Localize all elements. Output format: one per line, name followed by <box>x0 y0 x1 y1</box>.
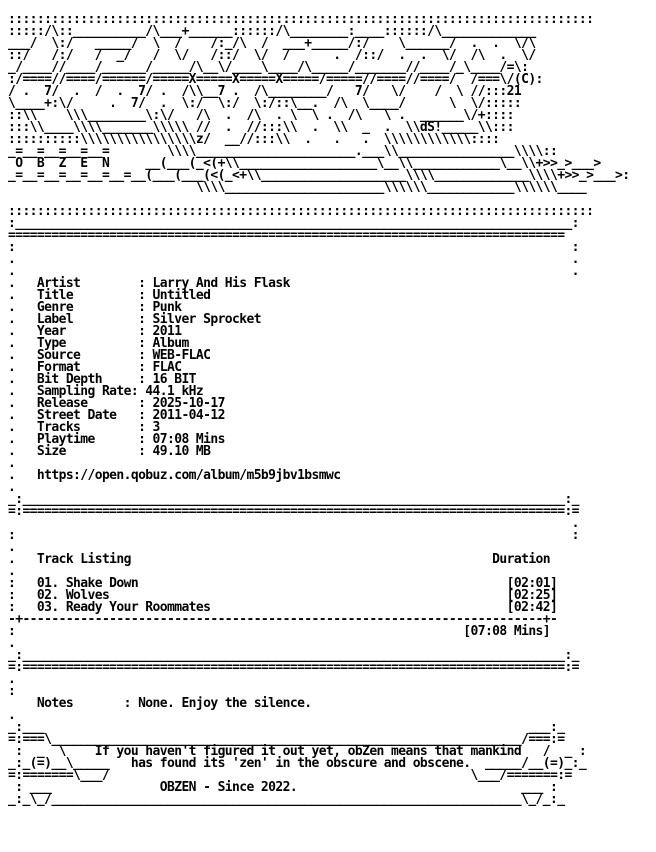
nfo-body <box>8 194 656 806</box>
lines-line: : <box>8 684 16 699</box>
lines-line: . <box>8 480 16 495</box>
lines-line: : ___ OBZEN - Since 2022. ___ : <box>8 780 558 795</box>
banner-line: ___/ \:/ _____/ \ / /:_/\ / ___+_____/:/ \______/ . . \/\ <box>8 36 543 51</box>
banner-line: \\\\______________________\\\\\\____________\\\\\\____ <box>8 180 587 195</box>
lines-line: : : <box>8 240 579 255</box>
lines-line: Notes : None. Enjoy the silence. <box>8 696 312 711</box>
lines-line: . <box>8 672 16 687</box>
lines-line: . Playtime : 07:08 Mins <box>8 432 225 447</box>
lines-line: : 01. Shake Down [02:01] <box>8 576 558 591</box>
lines-line: _:_\_/_________________________________________________________________\_/_:_ <box>8 792 565 807</box>
lines-line: . Label : Silver Sprocket <box>8 312 261 327</box>
lines-line: . . <box>8 252 579 267</box>
lines-line: . Release : 2025-10-17 <box>8 396 225 411</box>
banner-line: :::\\____\\\\_______\\\\\ // . //:::\\ . \\ _ . \\dS!_____\\::: <box>8 120 514 135</box>
lines-line: . Sampling Rate: 44.1 kHz <box>8 384 204 399</box>
lines-line: : [07:08 Mins] <box>8 624 551 639</box>
lines-line: _:___________________________________________________________________________:_ <box>8 648 579 663</box>
banner-line: \____+:\/ . 7/ . \:/ \:/ \:/::\__. /\ \____/ \ \/::::: <box>8 96 522 111</box>
lines-line: =:===========================================================================:= <box>8 504 579 519</box>
lines-line: ============================================================================= <box>8 228 565 243</box>
lines-line: . Track Listing Duration <box>8 552 551 567</box>
lines-line: . <box>8 636 16 651</box>
lines-line: . <box>8 456 16 471</box>
lines-line: . <box>8 564 16 579</box>
banner-line: ::::::::::::::::::::::::::::::::::::::::::::::::::::::::::::::::::::::::::::::::: <box>8 12 594 27</box>
lines-line: . <box>8 516 579 531</box>
lines-line: . Street Date : 2011-04-12 <box>8 408 225 423</box>
lines-line: _:___ ___:_ <box>8 720 565 735</box>
lines-line: ::::::::::::::::::::::::::::::::::::::::::::::::::::::::::::::::::::::::::::::::: <box>8 204 594 219</box>
lines-line: . Genre : Punk <box>8 300 182 315</box>
lines-line: =:===\_________________________________________________________________/===:= <box>8 732 565 747</box>
lines-line: . Size : 49.10 MB <box>8 444 211 459</box>
lines-line: : 03. Ready Your Roommates [02:42] <box>8 600 558 615</box>
banner-line: ::\\ \\\________\:\/ /\ . /\ . \ \ . /\ \ . ______\/+:::: <box>8 108 514 123</box>
lines-line: _:___________________________________________________________________________:_ <box>8 492 579 507</box>
lines-line: -+------------------------------------------------------------------------+- <box>8 612 558 627</box>
lines-line: . <box>8 540 16 555</box>
lines-line: _:_(=)__\_____ has found its 'zen' in the obscure and obscene. _____/__(=)_:_ <box>8 756 587 771</box>
lines-line: . Source : WEB-FLAC <box>8 348 211 363</box>
lines-line: . Bit Depth : 16 BIT <box>8 372 196 387</box>
lines-line: . Year : 2011 <box>8 324 182 339</box>
obzen-ascii-banner <box>8 14 656 194</box>
lines-line: . Format : FLAC <box>8 360 182 375</box>
banner-line: O B Z E N __(___(_<(+\\___________________\__\\____________\__\\+>>_>___> <box>8 156 601 171</box>
banner-line: :/====//====/======/=====X=====X=====X=====/=====//====//====/ /===\/(C): <box>8 72 543 87</box>
lines-line: : 02. Wolves [02:25] <box>8 588 558 603</box>
lines-line: =:===========================================================================:= <box>8 660 579 675</box>
banner-line: :::::/\::__________/\___+______::::::/\________:____::::::/\_____________ <box>8 24 536 39</box>
banner-line: _=__=__=__=__=__=__(___(___(<(_<+\\____________________\\\\_____________\\\\+>>_>___>: <box>8 168 630 183</box>
lines-line: . Type : Album <box>8 336 189 351</box>
lines-line: : _ \ If you haven't figured it out yet, obZen means that mankind / _ : <box>8 744 587 759</box>
banner-line: _=__=__=__=__= \\\\______________________.___\\________________\\\\:: <box>8 144 558 159</box>
banner-line: ::::::::::\\\\\\\\\\\\\\\\z/ __//:::\\ . . . \\\\\\\\\\\\:::: <box>8 132 500 147</box>
lines-line: =:=======\___/ \___/=======:= <box>8 768 572 783</box>
lines-line: . . <box>8 264 579 279</box>
lines-line: . Title : Untitled <box>8 288 211 303</box>
lines-line: : : <box>8 528 579 543</box>
banner-line: / . 7/ . / . 7/ . /\\__7 . /\________/ 7/ \/ / \ //:::21 <box>8 84 522 99</box>
lines-line: . https://open.qobuz.com/album/m5b9jbv1bsmwc <box>8 468 341 483</box>
banner-line: ::/ /:/ / _/ / \/ /::/ \/ / . /::/ . . \/ /\ . \/ <box>8 48 551 63</box>
lines-line: . Artist : Larry And His Flask <box>8 276 290 291</box>
lines-line: :_____________________________________________________________________________: <box>8 216 579 231</box>
lines-line: . <box>8 708 16 723</box>
banner-line: _/____//____/______/_____/\__\/____\____/\_____/_______//____/_\____/=\: <box>8 60 529 75</box>
lines-line: . Tracks : 3 <box>8 420 160 435</box>
